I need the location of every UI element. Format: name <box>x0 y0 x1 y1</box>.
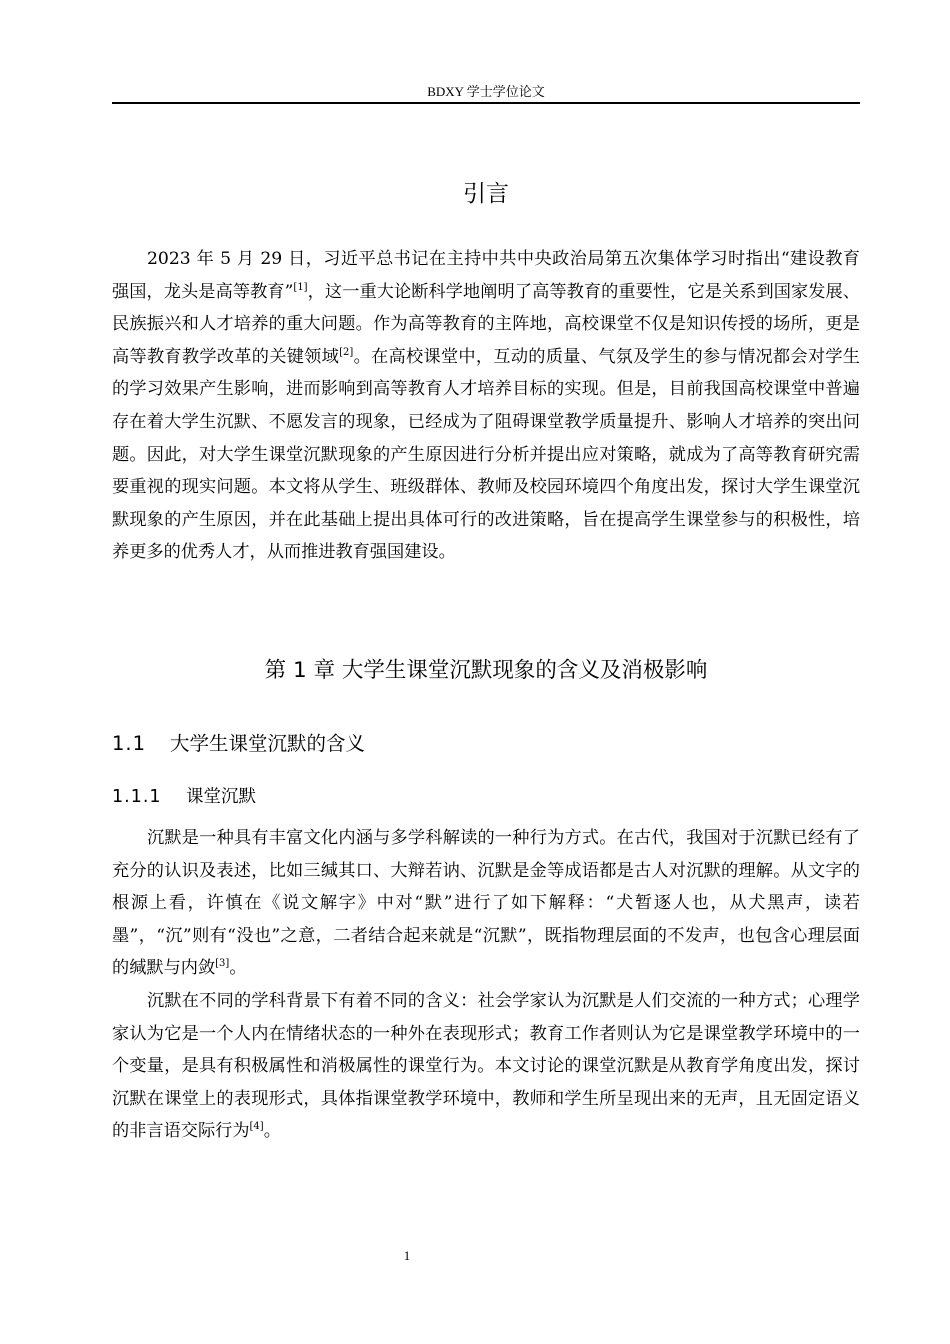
section-title: 大学生课堂沉默的含义 <box>170 732 366 755</box>
intro-text-part1: 2023 年 5 月 29 日，习近平总书记在主持中共中央政治局第五次集体学习时指出“建设教育强国，龙头是高等教育” <box>112 249 860 302</box>
page-number: 1 <box>403 1248 411 1263</box>
intro-paragraph <box>112 243 860 569</box>
running-header: BDXY 学士学位论文 <box>427 84 545 99</box>
citation-ref-1: [1] <box>293 281 308 293</box>
subsection-number: 1.1.1 <box>112 787 162 807</box>
silence-paragraph-1 <box>112 822 860 985</box>
subsection-heading-1-1-1 <box>112 783 256 811</box>
intro-text-part3: 。在高校课堂中，互动的质量、气氛及学生的参与情况都会对学生的学习效果产生影响，进而影响到高等教育人才培养目标的实现。但是，目前我国高校课堂中普遍存在着大学生沉默、不愿发言的现象，已经成为了阻碍课堂教学质量提升、影响人才培养的突出问题。因此，对大学生课堂沉默现象的产生原因进行分析并提出应对策略，就成为了高等教育研究需要重视的现实问题。本文将从学生、班级群体、教师及校园环境四个角度出发，探讨大学生课堂沉默现象的产生原因，并在此基础上提出具体可行的改进策略，旨在提高学生课堂参与的积极性，培养更多的优秀人才，从而推进教育强国建设。 <box>112 346 860 563</box>
silence-p1-text: 沉默是一种具有丰富文化内涵与多学科解读的一种行为方式。在古代，我国对于沉默已经有了充分的认识及表述，比如三缄其口、大辩若讷、沉默是金等成语都是古人对沉默的理解。从文字的根源上看，许慎在《说文解字》中对“默”进行了如下解释：“犬暂逐人也，从犬黑声，读若墨”，“沉”则有“没也”之意，二者结合起来就是“沉默”，既指物理层面的不发声，也包含心理层面的缄默与内敛 <box>112 828 860 979</box>
silence-p1-end: 。 <box>229 958 247 979</box>
silence-p2-text: 沉默在不同的学科背景下有着不同的含义：社会学家认为沉默是人们交流的一种方式；心理学家认为它是一个人内在情绪状态的一种外在表现形式；教育工作者则认为它是课堂教学环境中的一个变量，是具有积极属性和消极属性的课堂行为。本文讨论的课堂沉默是从教育学角度出发，探讨沉默在课堂上的表现形式，具体指课堂教学环境中，教师和学生所呈现出来的无声，且无固定语义的非言语交际行为 <box>112 991 860 1142</box>
section-heading-1-1 <box>112 729 365 759</box>
intro-title: 引言 <box>463 181 509 207</box>
chapter-1-title: 第 1 章 大学生课堂沉默现象的含义及消极影响 <box>264 658 708 683</box>
citation-ref-3: [3] <box>215 958 230 970</box>
citation-ref-4: [4] <box>249 1121 264 1133</box>
section-number: 1.1 <box>112 732 147 755</box>
intro-text-part2: ，这一重大论断科学地阐明了高等教育的重要性，它是关系到国家发展、民族振兴和人才培养的重大问题。作为高等教育的主阵地，高校课堂不仅是知识传授的场所，更是高等教育教学改革的关键领域 <box>112 281 860 367</box>
header-rule <box>112 102 860 104</box>
silence-paragraph-2 <box>112 985 860 1148</box>
citation-ref-2: [2] <box>339 346 354 358</box>
silence-p2-end: 。 <box>263 1121 281 1142</box>
subsection-title: 课堂沉默 <box>186 787 256 807</box>
